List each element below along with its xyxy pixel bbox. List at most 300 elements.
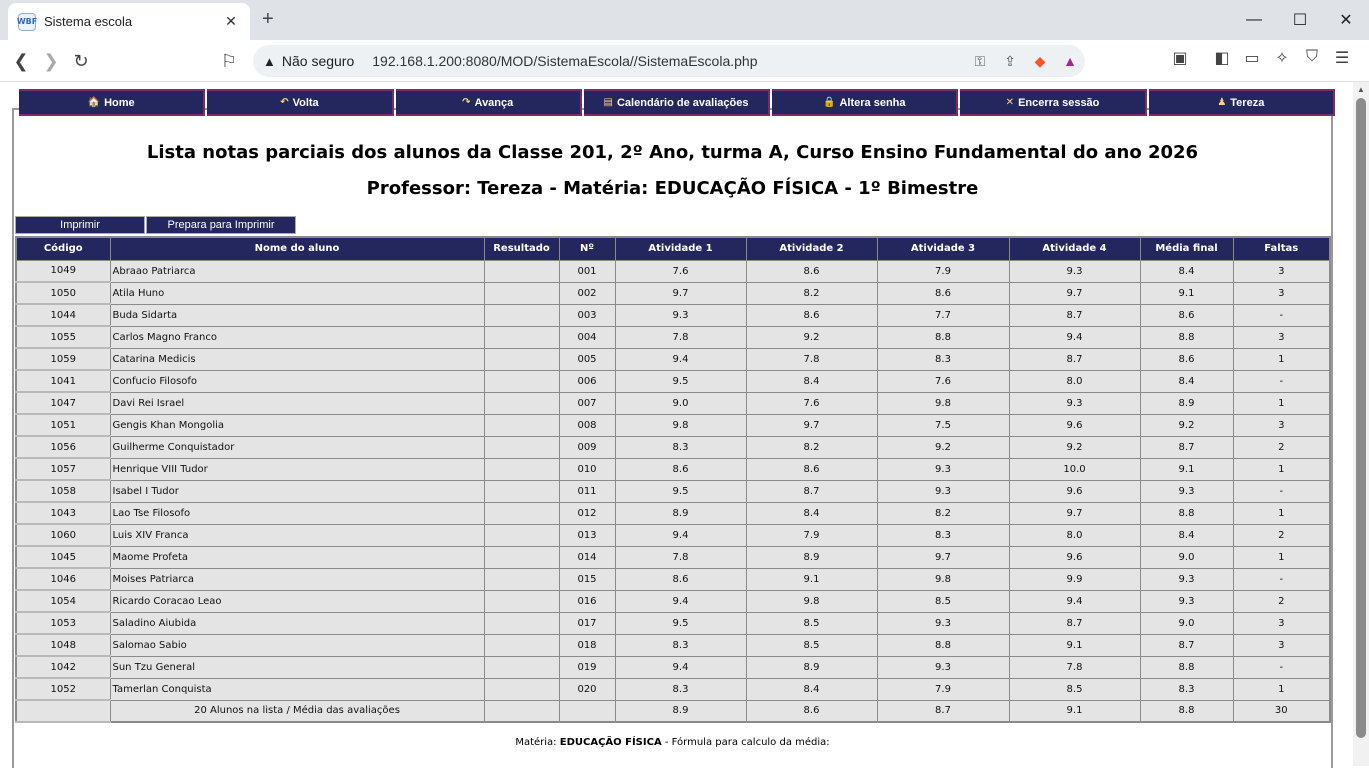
student-code-cell: 1058 — [16, 480, 110, 502]
student-code-cell: 1044 — [16, 304, 110, 326]
key-icon[interactable]: ⚿ — [974, 52, 986, 69]
student-name-cell: Davi Rei Israel — [110, 392, 484, 414]
menu-item-label: Calendário de avaliações — [616, 96, 749, 109]
table-cell: 8.0 — [1009, 524, 1140, 546]
column-header: Atividade 3 — [877, 237, 1009, 260]
reader-icon[interactable]: ▣ — [1172, 50, 1188, 67]
student-code-cell: 1041 — [16, 370, 110, 392]
calendar-icon: ▤ — [603, 97, 613, 108]
tab-title: Sistema escola — [44, 14, 133, 29]
table-cell: 8.8 — [877, 326, 1009, 348]
table-cell: 9.7 — [746, 414, 877, 436]
student-code-cell: 1060 — [16, 524, 110, 546]
table-cell: 8.6 — [615, 458, 746, 480]
url-text[interactable]: 192.168.1.200:8080/MOD/SistemaEscola//SistemaEscola.php — [372, 53, 758, 69]
table-cell: 8.7 — [746, 480, 877, 502]
table-cell: 9.4 — [615, 656, 746, 678]
table-cell: 3 — [1233, 612, 1330, 634]
table-cell: 7.5 — [877, 414, 1009, 436]
lock-icon: 🔒 — [823, 97, 836, 108]
table-cell: 9.6 — [1009, 414, 1140, 436]
vertical-scrollbar[interactable] — [1353, 82, 1369, 766]
table-cell: 3 — [1233, 282, 1330, 304]
forward-icon[interactable]: ❯ — [43, 50, 59, 71]
table-cell — [484, 546, 559, 568]
column-header: Resultado — [484, 237, 559, 260]
table-row — [16, 414, 1330, 436]
table-cell: 003 — [559, 304, 615, 326]
student-name-cell: Salomao Sabio — [110, 634, 484, 656]
table-cell: 9.4 — [615, 590, 746, 612]
browser-tab-bar — [0, 0, 1369, 40]
table-cell: 8.3 — [615, 436, 746, 458]
student-name-cell: Saladino Aiubida — [110, 612, 484, 634]
table-row — [16, 370, 1330, 392]
scroll-thumb[interactable] — [1356, 98, 1366, 738]
window-controls — [1231, 0, 1369, 40]
table-cell — [484, 568, 559, 590]
table-cell: 016 — [559, 590, 615, 612]
table-cell: 9.2 — [877, 436, 1009, 458]
address-bar[interactable] — [253, 45, 1085, 77]
table-cell: 8.6 — [615, 568, 746, 590]
minimize-icon[interactable]: — — [1246, 11, 1262, 28]
table-cell: 8.3 — [877, 524, 1009, 546]
menu-item-4[interactable] — [772, 89, 958, 116]
table-cell: 2 — [1233, 524, 1330, 546]
table-cell: 7.8 — [1009, 656, 1140, 678]
table-cell: 8.6 — [877, 282, 1009, 304]
close-x-icon: ✕ — [1005, 97, 1015, 108]
warning-icon: ▲ — [263, 53, 276, 69]
table-cell: 1 — [1233, 546, 1330, 568]
table-cell: 9.3 — [615, 304, 746, 326]
table-row — [16, 502, 1330, 524]
student-name-cell: Gengis Khan Mongolia — [110, 414, 484, 436]
table-cell: 1 — [1233, 678, 1330, 700]
table-cell: 8.5 — [746, 612, 877, 634]
table-cell: 010 — [559, 458, 615, 480]
bookmark-icon[interactable]: ⚐ — [220, 50, 238, 71]
student-name-cell: Isabel I Tudor — [110, 480, 484, 502]
home-icon: 🏠 — [87, 97, 101, 108]
table-cell: 9.3 — [877, 458, 1009, 480]
menu-item-label: Home — [104, 96, 135, 109]
student-code-cell: 1051 — [16, 414, 110, 436]
column-header: Média final — [1140, 237, 1233, 260]
table-cell: 001 — [559, 260, 615, 282]
table-cell: 8.4 — [746, 678, 877, 700]
student-code-cell: 1047 — [16, 392, 110, 414]
table-cell: 7.7 — [877, 304, 1009, 326]
share-icon[interactable]: ⇪ — [1004, 52, 1016, 69]
table-cell: 8.9 — [746, 546, 877, 568]
table-cell: 9.8 — [877, 568, 1009, 590]
table-cell: 8.8 — [1140, 502, 1233, 524]
table-cell: 1 — [1233, 348, 1330, 370]
table-cell: 1 — [1233, 458, 1330, 480]
table-cell: 1 — [1233, 502, 1330, 524]
table-cell: 8.5 — [877, 590, 1009, 612]
menu-item-label: Avança — [474, 96, 514, 109]
table-cell: 019 — [559, 656, 615, 678]
table-cell — [484, 282, 559, 304]
footer-suffix: - Fórmula para calculo da média: — [661, 737, 830, 748]
table-cell: 9.5 — [615, 612, 746, 634]
table-cell: 005 — [559, 348, 615, 370]
student-name-cell: Tamerlan Conquista — [110, 678, 484, 700]
table-cell: 9.6 — [1009, 546, 1140, 568]
table-cell: 9.3 — [877, 612, 1009, 634]
table-row — [16, 524, 1330, 546]
table-cell: 9.7 — [877, 546, 1009, 568]
page-title: Lista notas parciais dos alunos da Classe 201, 2º Ano, turma A, Curso Ensino Fundamental do ano 2026 — [146, 142, 1199, 163]
table-cell: 2 — [1233, 436, 1330, 458]
table-row — [16, 326, 1330, 348]
undo-icon: ↶ — [280, 97, 289, 108]
table-cell: 8.8 — [1140, 700, 1233, 722]
table-cell — [484, 392, 559, 414]
table-cell: 9.1 — [1009, 634, 1140, 656]
table-cell: 7.6 — [877, 370, 1009, 392]
table-cell: 8.6 — [746, 700, 877, 722]
column-header: Atividade 4 — [1009, 237, 1140, 260]
footer-prefix: Matéria: — [515, 737, 560, 748]
table-cell: 008 — [559, 414, 615, 436]
table-row — [16, 260, 1330, 282]
table-cell: 30 — [1233, 700, 1330, 722]
table-cell — [484, 678, 559, 700]
student-code-cell: 1045 — [16, 546, 110, 568]
student-name-cell: Confucio Filosofo — [110, 370, 484, 392]
vpn-shield-icon[interactable]: ⛉ — [1305, 48, 1318, 65]
column-header: Código — [16, 237, 110, 260]
table-cell: 9.2 — [1009, 436, 1140, 458]
redo-icon: ↷ — [462, 97, 471, 108]
table-cell: 9.8 — [746, 590, 877, 612]
table-cell: 9.3 — [877, 656, 1009, 678]
student-name-cell: Catarina Medicis — [110, 348, 484, 370]
student-name-cell: Lao Tse Filosofo — [110, 502, 484, 524]
menu-item-label: Altera senha — [839, 96, 906, 109]
new-tab-icon[interactable]: + — [262, 8, 274, 30]
table-cell: 9.2 — [746, 326, 877, 348]
back-icon[interactable]: ❮ — [13, 50, 29, 71]
table-cell: 7.9 — [877, 678, 1009, 700]
table-cell: 9.3 — [877, 480, 1009, 502]
table-cell: 8.5 — [746, 634, 877, 656]
menu-icon[interactable]: ☰ — [1334, 50, 1350, 67]
table-cell: 002 — [559, 282, 615, 304]
table-cell — [484, 436, 559, 458]
student-name-cell: Carlos Magno Franco — [110, 326, 484, 348]
table-cell: 3 — [1233, 326, 1330, 348]
table-row — [16, 282, 1330, 304]
user-icon: ♟ — [1217, 97, 1227, 108]
menu-item-0[interactable] — [19, 89, 205, 116]
table-cell: 8.2 — [746, 436, 877, 458]
menu-item-1[interactable] — [207, 89, 393, 116]
table-cell: 8.6 — [1140, 348, 1233, 370]
table-cell: 8.4 — [1140, 260, 1233, 282]
brave-shield-icon[interactable]: ◆ — [1034, 52, 1046, 69]
table-cell: 018 — [559, 634, 615, 656]
table-cell: 009 — [559, 436, 615, 458]
table-cell: 8.2 — [746, 282, 877, 304]
table-cell: 9.4 — [615, 348, 746, 370]
table-cell: 10.0 — [1009, 458, 1140, 480]
table-cell: 9.1 — [1140, 458, 1233, 480]
leo-ai-icon[interactable]: ✧ — [1275, 50, 1289, 67]
student-code-cell: 1043 — [16, 502, 110, 524]
table-cell: 8.7 — [1009, 348, 1140, 370]
table-cell — [484, 656, 559, 678]
table-cell — [484, 480, 559, 502]
table-cell: 7.8 — [615, 546, 746, 568]
table-cell: 9.4 — [1009, 590, 1140, 612]
table-cell: 8.5 — [1009, 678, 1140, 700]
table-cell: 8.3 — [1140, 678, 1233, 700]
menu-item-label: Tereza — [1230, 96, 1265, 109]
table-cell: 3 — [1233, 634, 1330, 656]
student-code-cell: 1046 — [16, 568, 110, 590]
table-cell: 9.3 — [1009, 392, 1140, 414]
menu-item-3[interactable] — [584, 89, 770, 116]
sidebar-icon[interactable]: ◧ — [1214, 50, 1230, 67]
table-cell: 011 — [559, 480, 615, 502]
footer-note — [12, 737, 1333, 748]
table-cell: 8.9 — [746, 656, 877, 678]
table-row — [16, 458, 1330, 480]
print-button[interactable]: Imprimir — [15, 216, 145, 234]
toolbar-right-icons — [1165, 48, 1357, 68]
table-row — [16, 612, 1330, 634]
table-cell: 8.9 — [615, 502, 746, 524]
table-cell: 020 — [559, 678, 615, 700]
student-code-cell: 1056 — [16, 436, 110, 458]
table-row — [16, 480, 1330, 502]
table-cell: 8.8 — [877, 634, 1009, 656]
student-code-cell — [16, 700, 110, 722]
security-label[interactable]: Não seguro — [281, 53, 355, 69]
student-name-cell: Abraao Patriarca — [110, 260, 484, 282]
table-cell: 8.7 — [1140, 634, 1233, 656]
maximize-icon[interactable]: ☐ — [1292, 12, 1308, 29]
window-close-icon[interactable]: ✕ — [1339, 12, 1353, 29]
table-cell: 9.2 — [1140, 414, 1233, 436]
table-cell: 9.5 — [615, 480, 746, 502]
table-cell: 7.8 — [615, 326, 746, 348]
column-header: Faltas — [1233, 237, 1330, 260]
student-name-cell: Moises Patriarca — [110, 568, 484, 590]
table-cell: 8.0 — [1009, 370, 1140, 392]
table-row — [16, 634, 1330, 656]
table-cell: 9.3 — [1009, 260, 1140, 282]
table-cell: 9.1 — [1009, 700, 1140, 722]
table-cell: 8.6 — [746, 260, 877, 282]
footer-subject: EDUCAÇÃO FÍSICA — [559, 737, 662, 748]
site-favicon-icon: WBF — [18, 13, 36, 31]
table-cell: 9.3 — [1140, 590, 1233, 612]
student-code-cell: 1048 — [16, 634, 110, 656]
table-row — [16, 678, 1330, 700]
student-name-cell: Maome Profeta — [110, 546, 484, 568]
table-cell: 8.3 — [615, 634, 746, 656]
table-cell: 1 — [1233, 392, 1330, 414]
table-cell: 8.8 — [1140, 656, 1233, 678]
table-cell: - — [1233, 568, 1330, 590]
table-cell: 7.6 — [615, 260, 746, 282]
table-cell — [484, 700, 559, 722]
student-name-cell: Guilherme Conquistador — [110, 436, 484, 458]
column-header: Nº — [559, 237, 615, 260]
table-cell: 9.4 — [615, 524, 746, 546]
table-cell: 8.4 — [746, 370, 877, 392]
table-cell: 9.7 — [1009, 282, 1140, 304]
table-cell — [484, 326, 559, 348]
column-header: Atividade 2 — [746, 237, 877, 260]
table-cell — [484, 370, 559, 392]
table-cell: 9.9 — [1009, 568, 1140, 590]
table-cell: 8.7 — [1009, 304, 1140, 326]
table-cell: - — [1233, 480, 1330, 502]
reload-icon[interactable]: ↻ — [73, 50, 89, 71]
table-cell: 9.0 — [1140, 546, 1233, 568]
student-code-cell: 1059 — [16, 348, 110, 370]
table-cell: 006 — [559, 370, 615, 392]
table-cell: 9.4 — [1009, 326, 1140, 348]
student-code-cell: 1042 — [16, 656, 110, 678]
table-cell: 3 — [1233, 414, 1330, 436]
rewards-triangle-icon[interactable]: ▲ — [1063, 53, 1077, 69]
student-code-cell: 1053 — [16, 612, 110, 634]
table-cell: 9.3 — [1140, 568, 1233, 590]
table-cell: 9.8 — [877, 392, 1009, 414]
table-row — [16, 546, 1330, 568]
tab-close-icon[interactable]: ✕ — [225, 13, 237, 29]
page-viewport — [0, 82, 1369, 766]
table-cell — [484, 612, 559, 634]
table-cell: 8.7 — [877, 700, 1009, 722]
table-cell — [484, 304, 559, 326]
table-cell: 7.9 — [877, 260, 1009, 282]
table-row — [16, 392, 1330, 414]
table-cell: 017 — [559, 612, 615, 634]
table-cell: 8.2 — [877, 502, 1009, 524]
menu-item-2[interactable] — [396, 89, 582, 116]
table-cell: 012 — [559, 502, 615, 524]
table-cell — [484, 502, 559, 524]
wallet-icon[interactable]: ▭ — [1244, 50, 1260, 67]
table-cell: 8.4 — [1140, 370, 1233, 392]
grades-table — [15, 236, 1331, 723]
table-row — [16, 568, 1330, 590]
table-row — [16, 590, 1330, 612]
menu-item-label: Volta — [292, 96, 319, 109]
table-row — [16, 348, 1330, 370]
table-cell: 7.6 — [746, 392, 877, 414]
menu-item-5[interactable] — [960, 89, 1146, 116]
table-cell: 014 — [559, 546, 615, 568]
table-cell: 015 — [559, 568, 615, 590]
table-cell: 9.7 — [1009, 502, 1140, 524]
table-cell: 013 — [559, 524, 615, 546]
table-summary-row — [16, 700, 1330, 722]
table-cell: 8.7 — [1009, 612, 1140, 634]
browser-toolbar — [0, 40, 1369, 82]
student-name-cell: Sun Tzu General — [110, 656, 484, 678]
table-cell — [484, 348, 559, 370]
table-cell: 9.0 — [1140, 612, 1233, 634]
table-cell: 8.4 — [746, 502, 877, 524]
table-cell: 8.9 — [1140, 392, 1233, 414]
table-cell: 3 — [1233, 260, 1330, 282]
student-name-cell: Buda Sidarta — [110, 304, 484, 326]
browser-tab[interactable] — [8, 3, 250, 40]
table-cell: 8.8 — [1140, 326, 1233, 348]
table-cell: 8.9 — [615, 700, 746, 722]
table-header-row — [16, 237, 1330, 260]
table-cell: 8.7 — [1140, 436, 1233, 458]
table-cell — [484, 458, 559, 480]
table-cell — [484, 524, 559, 546]
menu-item-label: Encerra sessão — [1018, 96, 1100, 109]
table-cell: 2 — [1233, 590, 1330, 612]
menu-item-6[interactable] — [1149, 89, 1335, 116]
table-cell: 8.6 — [746, 304, 877, 326]
table-cell: 7.8 — [746, 348, 877, 370]
table-cell: - — [1233, 656, 1330, 678]
table-cell: 8.6 — [1140, 304, 1233, 326]
table-cell: - — [1233, 304, 1330, 326]
table-cell — [484, 414, 559, 436]
student-code-cell: 1050 — [16, 282, 110, 304]
table-cell — [484, 634, 559, 656]
table-cell — [559, 700, 615, 722]
column-header: Atividade 1 — [615, 237, 746, 260]
table-row — [16, 436, 1330, 458]
table-cell: 8.6 — [746, 458, 877, 480]
student-code-cell: 1055 — [16, 326, 110, 348]
table-row — [16, 656, 1330, 678]
table-cell — [484, 590, 559, 612]
table-cell: 9.5 — [615, 370, 746, 392]
student-code-cell: 1052 — [16, 678, 110, 700]
table-cell: 9.3 — [1140, 480, 1233, 502]
student-code-cell: 1054 — [16, 590, 110, 612]
scroll-up-icon[interactable]: ▲ — [1357, 85, 1365, 94]
student-code-cell: 1049 — [16, 260, 110, 282]
table-cell: 004 — [559, 326, 615, 348]
table-cell: 9.8 — [615, 414, 746, 436]
page-subtitle: Professor: Tereza - Matéria: EDUCAÇÃO FÍSICA - 1º Bimestre — [366, 178, 979, 199]
table-row — [16, 304, 1330, 326]
table-cell: 9.0 — [615, 392, 746, 414]
table-cell: 9.1 — [746, 568, 877, 590]
prepare-print-button[interactable]: Prepara para Imprimir — [146, 216, 296, 234]
table-cell: 8.4 — [1140, 524, 1233, 546]
table-cell: 9.7 — [615, 282, 746, 304]
student-name-cell: Atila Huno — [110, 282, 484, 304]
table-cell: - — [1233, 370, 1330, 392]
table-cell: 8.3 — [615, 678, 746, 700]
student-name-cell: Ricardo Coracao Leao — [110, 590, 484, 612]
student-name-cell: Luis XIV Franca — [110, 524, 484, 546]
main-menu — [19, 89, 1335, 116]
table-cell: 9.1 — [1140, 282, 1233, 304]
student-name-cell: Henrique VIII Tudor — [110, 458, 484, 480]
print-toolbar — [15, 216, 296, 234]
